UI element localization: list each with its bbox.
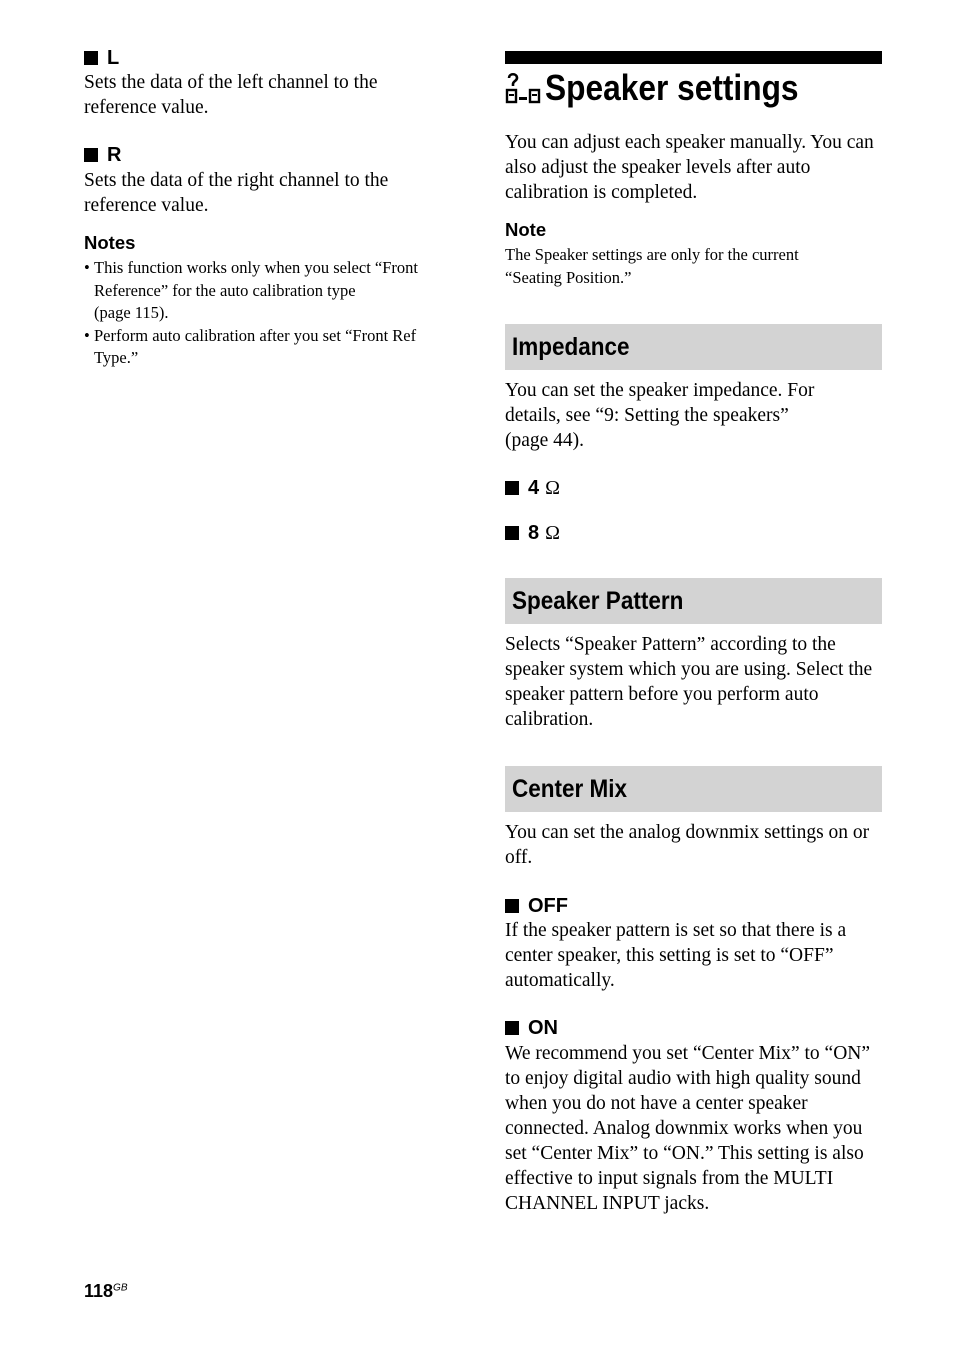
off-heading: OFF <box>505 894 568 918</box>
on-heading: ON <box>505 1016 558 1040</box>
square-bullet-icon <box>84 51 98 65</box>
r-heading: R <box>84 143 121 167</box>
impedance-option-8: 8 Ω <box>505 521 560 545</box>
square-bullet-icon <box>505 899 519 913</box>
square-bullet-icon <box>84 148 98 162</box>
r-description: Sets the data of the right channel to the reference value. <box>84 170 389 216</box>
l-heading: L <box>84 46 119 70</box>
note-item: • Perform auto calibration after you set “Front Ref Type.” <box>84 325 459 370</box>
notes-list <box>84 257 459 370</box>
square-bullet-icon <box>505 1021 519 1035</box>
center-mix-text: You can set the analog downmix settings on or off. <box>505 822 870 868</box>
intro-text: You can adjust each speaker manually. You can also adjust the speaker levels after auto calibration is completed. <box>505 132 874 203</box>
on-description: We recommend you set “Center Mix” to “ON” to enjoy digital audio with high quality sound when you do not have a center speaker connected. Analog downmix works when you set “Center Mix” to “ON.” This setting is also effective to input signals from the MULTI CHANNEL INPUT jacks. <box>505 1043 871 1214</box>
off-description: If the speaker pattern is set so that there is a center speaker, this setting is set to “OFF” automatically. <box>505 920 847 991</box>
speaker-pattern-text: Selects “Speaker Pattern” according to the speaker system which you are using. Select the speaker pattern before you perform auto calibration. <box>505 634 873 730</box>
speaker-pattern-section-header: Speaker Pattern <box>505 578 882 624</box>
note-heading: Note <box>505 219 547 240</box>
notes-heading: Notes <box>84 232 136 253</box>
note-text: The Speaker settings are only for the current “Seating Position.” <box>505 245 799 287</box>
l-description: Sets the data of the left channel to the reference value. <box>84 72 378 118</box>
page-number: $118^{GB}$ <box>84 1281 128 1301</box>
page-title: Speaker settings <box>505 66 833 110</box>
impedance-text: You can set the speaker impedance. For details, see “9: Setting the speakers” (page 44). <box>505 380 815 451</box>
center-mix-section-header: Center Mix <box>505 766 882 812</box>
note-item: • This function works only when you select “Front Reference” for the auto calibration type (page 115). <box>84 257 459 325</box>
impedance-section-header: Impedance <box>505 324 882 370</box>
impedance-option-4: 4 Ω <box>505 476 560 500</box>
square-bullet-icon <box>505 481 519 495</box>
square-bullet-icon <box>505 526 519 540</box>
speaker-settings-icon <box>505 72 543 104</box>
title-rule <box>505 51 882 64</box>
